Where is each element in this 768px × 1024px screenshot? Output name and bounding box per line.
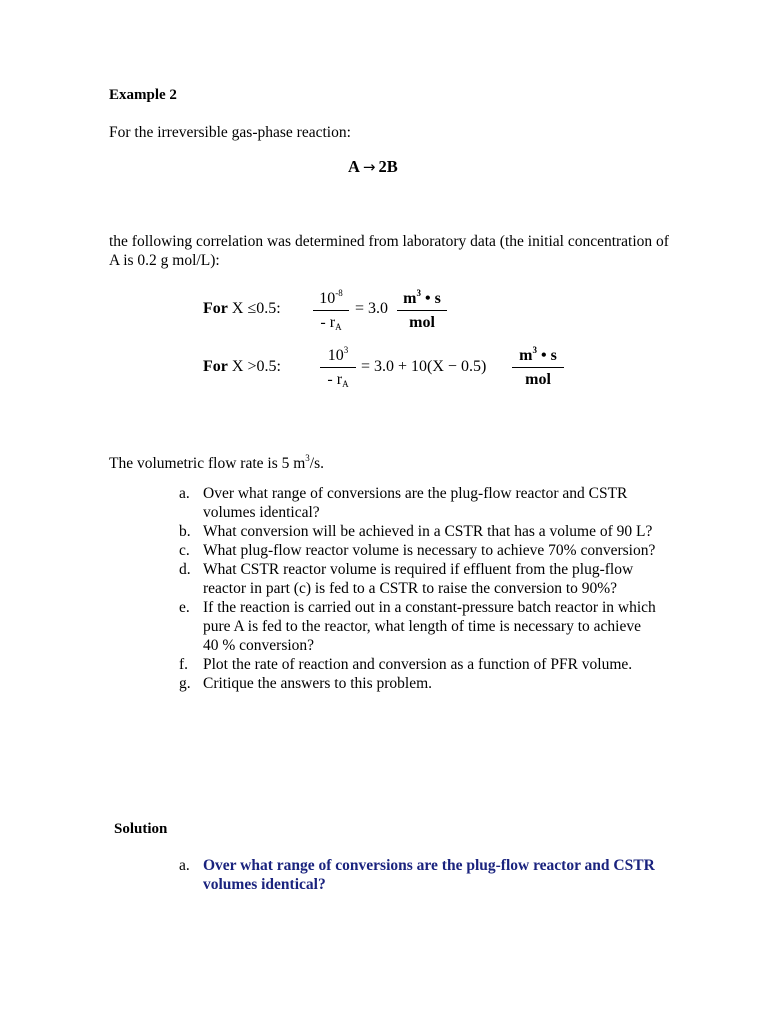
list-item: g. Critique the answers to this problem.: [179, 675, 433, 692]
reaction-equation: [348, 157, 398, 177]
intro-text: For the irreversible gas-phase reaction:: [109, 124, 351, 141]
correlation-text: the following correlation was determined from laboratory data (the initial concentration of A is 0.2 g mol/L):: [109, 233, 669, 269]
list-item: a. Over what range of conversions are the plug-flow reactor and CSTR volumes identical?: [179, 485, 628, 521]
list-item: c. What plug-flow reactor volume is necessary to achieve 70% conversion?: [179, 542, 656, 559]
arrow-icon: →: [362, 158, 376, 176]
eq2-value: = 3.0 + 10(X − 0.5): [361, 358, 487, 375]
question-list: [179, 484, 659, 693]
list-item: a. Over what range of conversions are the plug-flow reactor and CSTR volumes identical?: [179, 857, 655, 893]
list-item: e. If the reaction is carried out in a constant-pressure batch reactor in which pure A is fed to the reactor, what length of time is necessary to achieve 40 % conversion?: [179, 599, 656, 654]
list-item: f. Plot the rate of reaction and conversion as a function of PFR volume.: [179, 656, 633, 673]
reactant: A: [348, 157, 360, 176]
solution-heading: Solution: [114, 821, 168, 837]
list-item: d. What CSTR reactor volume is required if effluent from the plug-flow reactor in part (c) is fed to a CSTR to raise the conversion to 90%?: [179, 561, 634, 597]
eq1-condition: For X ≤0.5:: [203, 300, 281, 317]
list-item: b. What conversion will be achieved in a CSTR that has a volume of 90 L?: [179, 523, 653, 540]
eq1-fraction: $10^{-8}$ - $r_A$: [313, 288, 349, 332]
eq1-value: = 3.0: [355, 300, 389, 317]
eq2-condition: For X >0.5:: [203, 358, 281, 375]
eq1-units: $m^3$ • s mol: [397, 288, 447, 332]
solution-item-a: [179, 856, 659, 894]
example-heading: Example 2: [109, 87, 177, 103]
product: 2B: [378, 157, 398, 176]
flow-rate-text: The volumetric flow rate is 5 $m^3/s$.: [109, 453, 324, 472]
eq2-fraction: $10^3$ - $r_A$: [320, 345, 356, 389]
eq2-units: $m^3$ • s mol: [512, 345, 564, 389]
